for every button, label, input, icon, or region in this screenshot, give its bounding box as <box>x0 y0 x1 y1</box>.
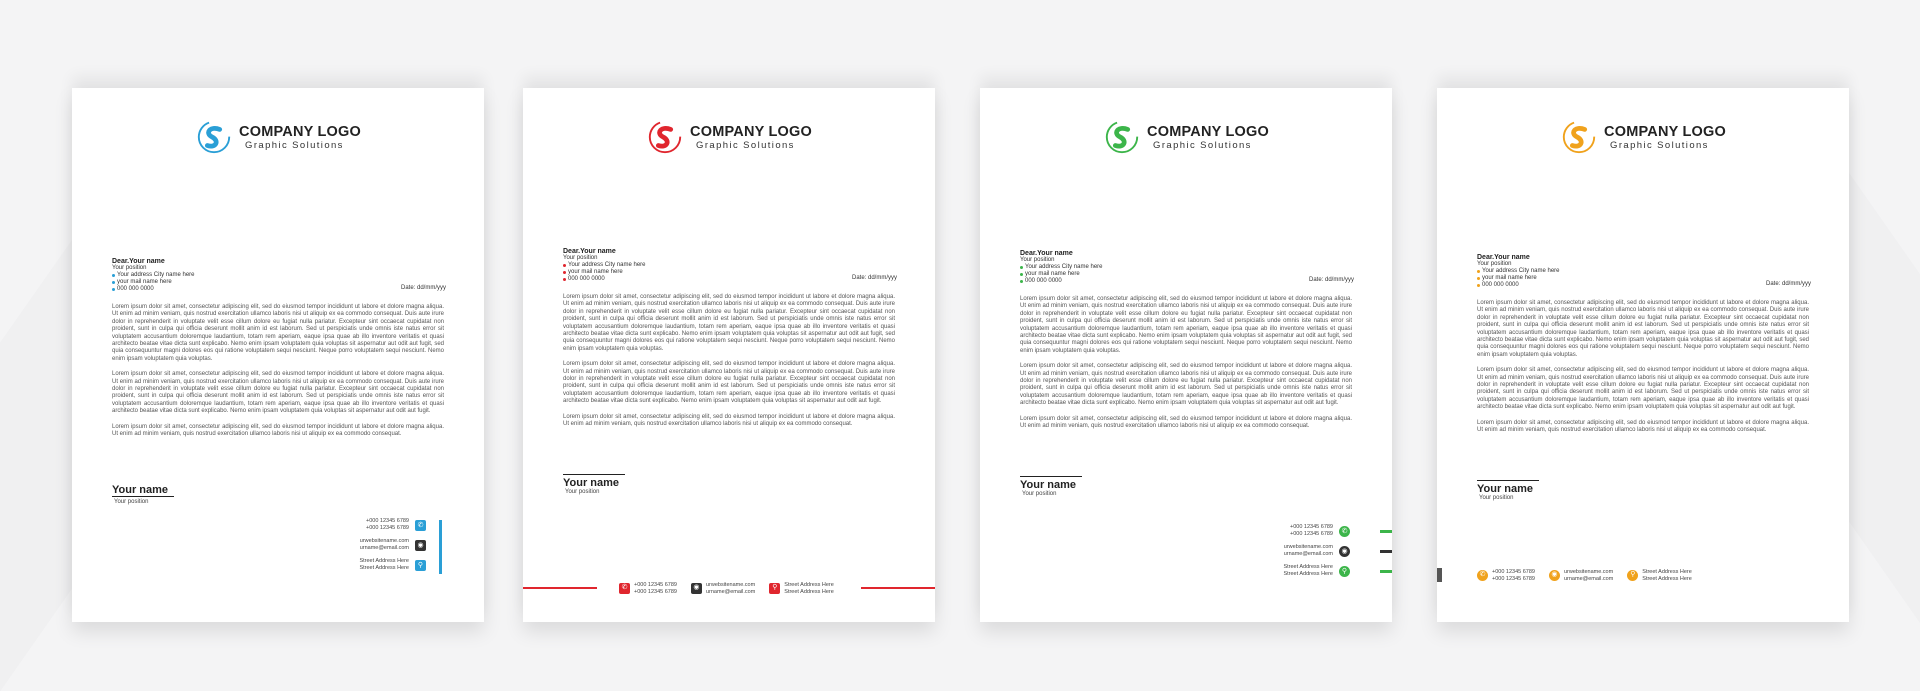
recipient-block <box>1020 250 1103 285</box>
signature-name: Your name <box>1477 483 1534 495</box>
address-2: Street Address Here <box>1283 571 1333 577</box>
body-paragraph-3: Lorem ipsum dolor sit amet, consectetur adipiscing elit, sed do eiusmod tempor incididunt ut labore et dolore magna aliqua. Ut enim ad minim veniam, quis nostrud exercitation ullamco laboris nisi ut aliquip ex ea commodo consequat. <box>1477 419 1809 434</box>
location-icon: ⚲ <box>1627 570 1638 581</box>
phone-2: +000 12345 6789 <box>634 588 677 595</box>
signature-block <box>563 474 625 495</box>
letter-date: Date: dd/mm/yyy <box>400 285 446 291</box>
phone-icon: ✆ <box>1339 526 1350 537</box>
recipient-email: your mail name here <box>117 279 172 285</box>
signature-block <box>1020 476 1082 497</box>
body-paragraph-2: Lorem ipsum dolor sit amet, consectetur adipiscing elit, sed do eiusmod tempor incididunt ut labore et dolore magna aliqua. Ut enim ad minim veniam, quis nostrud exercitation ullamco laboris nisi ut aliquip ex ea commodo consequat. Duis aute irure dolor in reprehenderit in voluptate velit esse cillum dolore eu fugiat nulla pariatur. Excepteur sint occaecat cupidatat non proident, sunt in culpa qui officia deserunt mollit anim id est laborum. Sed ut perspiciatis unde omnis iste natus error sit voluptatem accusantium doloremque laudantium, totam rem aperiam, eaque ipsa quae ab illo inventore veritatis et quasi architecto beatae vitae dicta sunt explicabo. Nemo enim ipsam voluptatem quia voluptas sit aspernatur aut odit aut fugit. <box>1020 363 1352 407</box>
email: urname@email.com <box>1283 551 1333 557</box>
body-paragraph-1: Lorem ipsum dolor sit amet, consectetur adipiscing elit, sed do eiusmod tempor incididunt ut labore et dolore magna aliqua. Ut enim ad minim veniam, quis nostrud exercitation ullamco laboris nisi ut aliquip ex ea commodo consequat. Duis aute irure dolor in reprehenderit in voluptate velit esse cillum dolore eu fugiat nulla pariatur. Excepteur sint occaecat cupidatat non proident, sunt in culpa qui officia deserunt mollit anim id est laborum. Sed ut perspiciatis unde omnis iste natus error sit voluptatem accusantium doloremque laudantium, totam rem aperiam, eaque ipsa quae ab illo inventore veritatis et quasi architecto beatae vitae dicta sunt explicabo. Nemo enim ipsam voluptatem quia voluptas sit aspernatur aut odit aut fugit, sed quia consequuntur magni dolores eos qui ratione voluptatem sequi nesciunt. Neque porro voluptatem sequi nesciunt. Nemo enim ipsam voluptatem quia voluptas. <box>1477 300 1809 358</box>
address-2: Street Address Here <box>784 588 834 595</box>
website: urwebsitename.com <box>1563 569 1614 575</box>
company-logo-icon <box>1560 118 1598 156</box>
recipient-position: Your position <box>1477 261 1512 267</box>
body-paragraph-1: Lorem ipsum dolor sit amet, consectetur adipiscing elit, sed do eiusmod tempor incididunt ut labore et dolore magna aliqua. Ut enim ad minim veniam, quis nostrud exercitation ullamco laboris nisi ut aliquip ex ea commodo consequat. Duis aute irure dolor in reprehenderit in voluptate velit esse cillum dolore eu fugiat nulla pariatur. Excepteur sint occaecat cupidatat non proident, sunt in culpa qui officia deserunt mollit anim id est laborum. Sed ut perspiciatis unde omnis iste natus error sit voluptatem accusantium doloremque laudantium, totam rem aperiam, eaque ipsa quae ab illo inventore veritatis et quasi architecto beatae vitae dicta sunt explicabo. Nemo enim ipsam voluptatem quia voluptas sit aspernatur aut odit aut fugit, sed quia consequuntur magni dolores eos qui ratione voluptatem sequi nesciunt. Neque porro voluptatem sequi nesciunt. Nemo enim ipsam voluptatem quia voluptas. <box>563 294 895 352</box>
website: urwebsitename.com <box>359 538 409 544</box>
recipient-block <box>563 248 646 283</box>
website: urwebsitename.com <box>1283 544 1333 550</box>
letter-date: Date: dd/mm/yyy <box>851 275 897 281</box>
phone-1: +000 12345 6789 <box>1290 524 1333 530</box>
address-dot-icon <box>1477 270 1480 273</box>
body-paragraph-2: Lorem ipsum dolor sit amet, consectetur adipiscing elit, sed do eiusmod tempor incididunt ut labore et dolore magna aliqua. Ut enim ad minim veniam, quis nostrud exercitation ullamco laboris nisi ut aliquip ex ea commodo consequat. Duis aute irure dolor in reprehenderit in voluptate velit esse cillum dolore eu fugiat nulla pariatur. Excepteur sint occaecat cupidatat non proident, sunt in culpa qui officia deserunt mollit anim id est laborum. Sed ut perspiciatis unde omnis iste natus error sit voluptatem accusantium doloremque laudantium, totam rem aperiam, eaque ipsa quae ab illo inventore veritatis et quasi architecto beatae vitae dicta sunt explicabo. Nemo enim ipsam voluptatem quia voluptas sit aspernatur aut odit aut fugit. <box>1477 367 1809 411</box>
phone-dot-icon <box>1477 284 1480 287</box>
accent-dash-1 <box>1380 530 1392 533</box>
address-dot-icon <box>1020 266 1023 269</box>
recipient-position: Your position <box>563 255 598 261</box>
phone-2: +000 12345 6789 <box>366 525 409 531</box>
recipient-block <box>112 258 195 293</box>
signature-name: Your name <box>563 477 620 489</box>
globe-icon: ◉ <box>415 540 426 551</box>
recipient-address: Your address City name here <box>117 272 195 278</box>
logo-title: COMPANY LOGO <box>1604 123 1726 140</box>
email-dot-icon <box>1477 277 1480 280</box>
recipient-phone: 000 000 0000 <box>568 276 605 282</box>
body-paragraph-1: Lorem ipsum dolor sit amet, consectetur adipiscing elit, sed do eiusmod tempor incididunt ut labore et dolore magna aliqua. Ut enim ad minim veniam, quis nostrud exercitation ullamco laboris nisi ut aliquip ex ea commodo consequat. Duis aute irure dolor in reprehenderit in voluptate velit esse cillum dolore eu fugiat nulla pariatur. Excepteur sint occaecat cupidatat non proident, sunt in culpa qui officia deserunt mollit anim id est laborum. Sed ut perspiciatis unde omnis iste natus error sit voluptatem accusantium doloremque laudantium, totam rem aperiam, eaque ipsa quae ab illo inventore veritatis et quasi architecto beatae vitae dicta sunt explicabo. Nemo enim ipsam voluptatem quia voluptas sit aspernatur aut odit aut fugit, sed quia consequuntur magni dolores eos qui ratione voluptatem sequi nesciunt. Neque porro voluptatem sequi nesciunt. Nemo enim ipsam voluptatem quia voluptas. <box>1020 296 1352 354</box>
body-paragraph-2: Lorem ipsum dolor sit amet, consectetur adipiscing elit, sed do eiusmod tempor incididunt ut labore et dolore magna aliqua. Ut enim ad minim veniam, quis nostrud exercitation ullamco laboris nisi ut aliquip ex ea commodo consequat. Duis aute irure dolor in reprehenderit in voluptate velit esse cillum dolore eu fugiat nulla pariatur. Excepteur sint occaecat cupidatat non proident, sunt in culpa qui officia deserunt mollit anim id est laborum. Sed ut perspiciatis unde omnis iste natus error sit voluptatem accusantium doloremque laudantium, totam rem aperiam, eaque ipsa quae ab illo inventore veritatis et quasi architecto beatae vitae dicta sunt explicabo. Nemo enim ipsam voluptatem quia voluptas sit aspernatur aut odit aut fugit. <box>112 371 444 415</box>
footer-line-left <box>523 587 597 589</box>
recipient-position: Your position <box>112 265 147 271</box>
globe-icon: ◉ <box>1339 546 1350 557</box>
body-paragraph-2: Lorem ipsum dolor sit amet, consectetur adipiscing elit, sed do eiusmod tempor incididunt ut labore et dolore magna aliqua. Ut enim ad minim veniam, quis nostrud exercitation ullamco laboris nisi ut aliquip ex ea commodo consequat. Duis aute irure dolor in reprehenderit in voluptate velit esse cillum dolore eu fugiat nulla pariatur. Excepteur sint occaecat cupidatat non proident, sunt in culpa qui officia deserunt mollit anim id est laborum. Sed ut perspiciatis unde omnis iste natus error sit voluptatem accusantium doloremque laudantium, totam rem aperiam, eaque ipsa quae ab illo inventore veritatis et quasi architecto beatae vitae dicta sunt explicabo. Nemo enim ipsam voluptatem quia voluptas sit aspernatur aut odit aut fugit. <box>563 361 895 405</box>
letterhead-blue <box>72 88 484 622</box>
email-dot-icon <box>563 271 566 274</box>
signature-line <box>1020 476 1082 477</box>
logo-title: COMPANY LOGO <box>239 123 361 140</box>
signature-position: Your position <box>1022 491 1057 497</box>
location-icon: ⚲ <box>769 583 780 594</box>
signature-block <box>112 484 174 505</box>
company-logo <box>980 118 1392 156</box>
phone-icon: ✆ <box>1477 570 1488 581</box>
recipient-name: Dear.Your name <box>1477 254 1530 261</box>
address-2: Street Address Here <box>1642 575 1692 582</box>
company-logo <box>72 118 484 156</box>
accent-bar <box>439 520 442 574</box>
website: urwebsitename.com <box>705 582 756 588</box>
logo-subtitle: Graphic Solutions <box>1153 139 1252 151</box>
recipient-email: your mail name here <box>1025 271 1080 277</box>
signature-position: Your position <box>565 489 600 495</box>
accent-dash-2 <box>1380 550 1392 553</box>
recipient-position: Your position <box>1020 257 1055 263</box>
recipient-block <box>1477 254 1560 289</box>
accent-dash-3 <box>1380 570 1392 573</box>
footer-contacts <box>619 582 842 595</box>
phone-1: +000 12345 6789 <box>634 582 677 588</box>
location-icon: ⚲ <box>1339 566 1350 577</box>
company-logo-icon <box>195 118 233 156</box>
phone-1: +000 12345 6789 <box>366 518 409 524</box>
recipient-address: Your address City name here <box>1025 264 1103 270</box>
body-paragraph-1: Lorem ipsum dolor sit amet, consectetur adipiscing elit, sed do eiusmod tempor incididunt ut labore et dolore magna aliqua. Ut enim ad minim veniam, quis nostrud exercitation ullamco laboris nisi ut aliquip ex ea commodo consequat. Duis aute irure dolor in reprehenderit in voluptate velit esse cillum dolore eu fugiat nulla pariatur. Excepteur sint occaecat cupidatat non proident, sunt in culpa qui officia deserunt mollit anim id est laborum. Sed ut perspiciatis unde omnis iste natus error sit voluptatem accusantium doloremque laudantium, totam rem aperiam, eaque ipsa quae ab illo inventore veritatis et quasi architecto beatae vitae dicta sunt explicabo. Nemo enim ipsam voluptatem quia voluptas sit aspernatur aut odit aut fugit, sed quia consequuntur magni dolores eos qui ratione voluptatem sequi nesciunt. Neque porro voluptatem sequi nesciunt. Nemo enim ipsam voluptatem quia voluptas. <box>112 304 444 362</box>
signature-line <box>112 496 174 497</box>
company-logo-icon <box>1103 118 1141 156</box>
company-logo-icon <box>646 118 684 156</box>
recipient-name: Dear.Your name <box>1020 250 1073 257</box>
letterhead-red <box>523 88 935 622</box>
logo-subtitle: Graphic Solutions <box>245 139 344 151</box>
footer-contacts <box>1477 569 1700 582</box>
letter-body <box>563 294 895 437</box>
address-1: Street Address Here <box>359 558 409 564</box>
contact-block <box>359 518 426 578</box>
address-2: Street Address Here <box>359 565 409 571</box>
recipient-name: Dear.Your name <box>563 248 616 255</box>
recipient-email: your mail name here <box>568 269 623 275</box>
recipient-phone: 000 000 0000 <box>1025 278 1062 284</box>
signature-position: Your position <box>1479 495 1514 501</box>
letterhead-orange <box>1437 88 1849 622</box>
company-logo <box>523 118 935 156</box>
logo-title: COMPANY LOGO <box>690 123 812 140</box>
logo-subtitle: Graphic Solutions <box>1610 139 1709 151</box>
accent-mark <box>1437 568 1442 582</box>
phone-icon: ✆ <box>619 583 630 594</box>
contact-block <box>1283 524 1350 584</box>
phone-icon: ✆ <box>415 520 426 531</box>
recipient-phone: 000 000 0000 <box>1482 282 1519 288</box>
body-paragraph-3: Lorem ipsum dolor sit amet, consectetur adipiscing elit, sed do eiusmod tempor incididunt ut labore et dolore magna aliqua. Ut enim ad minim veniam, quis nostrud exercitation ullamco laboris nisi ut aliquip ex ea commodo consequat. <box>1020 415 1352 430</box>
address-dot-icon <box>563 264 566 267</box>
recipient-address: Your address City name here <box>568 262 646 268</box>
phone-1: +000 12345 6789 <box>1492 569 1535 575</box>
logo-title: COMPANY LOGO <box>1147 123 1269 140</box>
email: urname@email.com <box>1563 575 1614 582</box>
email: urname@email.com <box>705 588 756 595</box>
address-1: Street Address Here <box>784 582 834 588</box>
logo-subtitle: Graphic Solutions <box>696 139 795 151</box>
signature-name: Your name <box>1020 479 1077 491</box>
letter-body <box>1477 300 1809 443</box>
recipient-email: your mail name here <box>1482 275 1537 281</box>
letter-date: Date: dd/mm/yyy <box>1308 277 1354 283</box>
email: urname@email.com <box>359 545 409 551</box>
body-paragraph-3: Lorem ipsum dolor sit amet, consectetur adipiscing elit, sed do eiusmod tempor incididunt ut labore et dolore magna aliqua. Ut enim ad minim veniam, quis nostrud exercitation ullamco laboris nisi ut aliquip ex ea commodo consequat. <box>563 413 895 428</box>
body-paragraph-3: Lorem ipsum dolor sit amet, consectetur adipiscing elit, sed do eiusmod tempor incididunt ut labore et dolore magna aliqua. Ut enim ad minim veniam, quis nostrud exercitation ullamco laboris nisi ut aliquip ex ea commodo consequat. <box>112 423 444 438</box>
letter-body <box>1020 296 1352 439</box>
signature-block <box>1477 480 1539 501</box>
email-dot-icon <box>1020 273 1023 276</box>
letterhead-green <box>980 88 1392 622</box>
address-dot-icon <box>112 274 115 277</box>
globe-icon: ◉ <box>691 583 702 594</box>
location-icon: ⚲ <box>415 560 426 571</box>
recipient-phone: 000 000 0000 <box>117 286 154 292</box>
phone-dot-icon <box>112 288 115 291</box>
letter-date: Date: dd/mm/yyy <box>1765 281 1811 287</box>
recipient-name: Dear.Your name <box>112 258 165 265</box>
letter-body <box>112 304 444 447</box>
phone-2: +000 12345 6789 <box>1290 531 1333 537</box>
signature-position: Your position <box>114 499 149 505</box>
footer-line-right <box>861 587 935 589</box>
phone-2: +000 12345 6789 <box>1492 575 1535 582</box>
address-1: Street Address Here <box>1283 564 1333 570</box>
company-logo <box>1437 118 1849 156</box>
signature-line <box>1477 480 1539 481</box>
phone-dot-icon <box>1020 280 1023 283</box>
signature-line <box>563 474 625 475</box>
address-1: Street Address Here <box>1642 569 1692 575</box>
signature-name: Your name <box>112 484 169 496</box>
phone-dot-icon <box>563 278 566 281</box>
recipient-address: Your address City name here <box>1482 268 1560 274</box>
globe-icon: ◉ <box>1549 570 1560 581</box>
email-dot-icon <box>112 281 115 284</box>
